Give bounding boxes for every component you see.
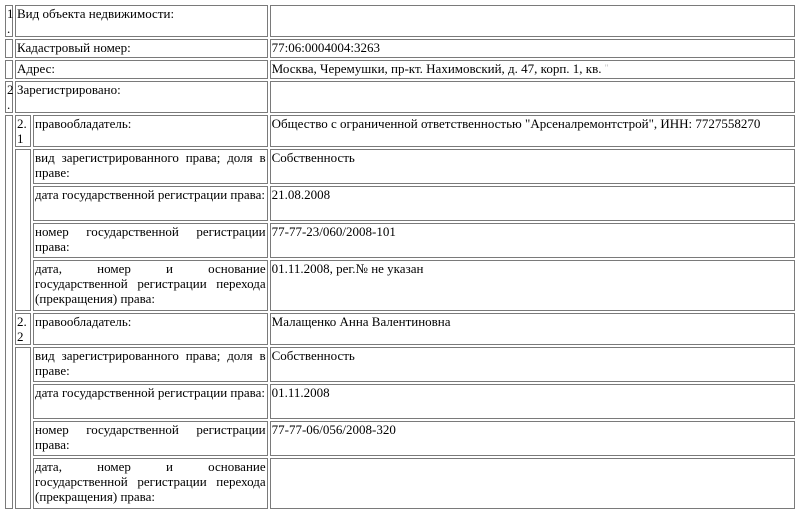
- holder-number: 2.2: [15, 313, 31, 345]
- right-type-value: Собственность: [270, 149, 795, 184]
- reg-date-label: дата государственной регистрации права:: [33, 186, 268, 221]
- reg-number-row: [5, 421, 795, 456]
- right-type-label: вид зарегистрированного права; доля в праве:: [33, 347, 268, 382]
- reg-date-value: 01.11.2008: [270, 384, 795, 419]
- address-value-cell: [270, 60, 795, 79]
- reg-number-value: 77-77-23/060/2008-101: [270, 223, 795, 258]
- transfer-label: дата, номер и основание государственной регистрации перехода (прекращения) права:: [33, 260, 268, 311]
- section2-spacer-cell: [5, 115, 13, 509]
- reg-date-row: [5, 186, 795, 221]
- transfer-label: дата, номер и основание государственной регистрации перехода (прекращения) права:: [33, 458, 268, 509]
- section2-number: 2.: [7, 82, 14, 112]
- holder-label: правообладатель:: [33, 313, 268, 345]
- reg-number-row: [5, 223, 795, 258]
- section1-title: Вид объекта недвижимости:: [15, 5, 268, 37]
- right-type-label: вид зарегистрированного права; доля в праве:: [33, 149, 268, 184]
- holder-value: Малащенко Анна Валентиновна: [270, 313, 795, 345]
- holder-value: Общество с ограниченной ответственностью "Арсеналремонтстрой", ИНН: 7727558270: [270, 115, 795, 147]
- holder-spacer-cell: [15, 347, 31, 509]
- holder-row: [5, 313, 795, 345]
- reg-date-value: 21.08.2008: [270, 186, 795, 221]
- transfer-row: [5, 458, 795, 509]
- section2-header-row: [5, 81, 795, 113]
- address-row: [5, 60, 795, 79]
- holder-number: 2.1: [15, 115, 31, 147]
- transfer-value: 01.11.2008, рег.№ не указан: [270, 260, 795, 311]
- address-value: Москва, Черемушки, пр-кт. Нахимовский, д. 47, корп. 1, кв.: [271, 61, 602, 76]
- right-type-row: [5, 347, 795, 382]
- transfer-value: [270, 458, 795, 509]
- transfer-row: [5, 260, 795, 311]
- cadastral-label: Кадастровый номер:: [15, 39, 268, 58]
- reg-date-label: дата государственной регистрации права:: [33, 384, 268, 419]
- holder-row: [5, 115, 795, 147]
- reg-date-row: [5, 384, 795, 419]
- section1-title-value: [270, 5, 795, 37]
- cadastral-value: 77:06:0004004:3263: [270, 39, 795, 58]
- holder-label: правообладатель:: [33, 115, 268, 147]
- reg-number-label: номер государственной регистрации права:: [33, 223, 268, 258]
- reg-number-value: 77-77-06/056/2008-320: [270, 421, 795, 456]
- holder-spacer-cell: [15, 149, 31, 311]
- address-label: Адрес:: [15, 60, 268, 79]
- registry-table: [3, 3, 797, 511]
- section1-header-row: [5, 5, 795, 37]
- address-mark: ": [604, 63, 609, 73]
- reg-number-label: номер государственной регистрации права:: [33, 421, 268, 456]
- section1-spacer-cell: [5, 39, 13, 58]
- section1-spacer-cell: [5, 60, 13, 79]
- cadastral-row: [5, 39, 795, 58]
- section1-number: 1.: [7, 6, 14, 36]
- right-type-value: Собственность: [270, 347, 795, 382]
- right-type-row: [5, 149, 795, 184]
- section2-title-value: [270, 81, 795, 113]
- section2-title: Зарегистрировано:: [15, 81, 268, 113]
